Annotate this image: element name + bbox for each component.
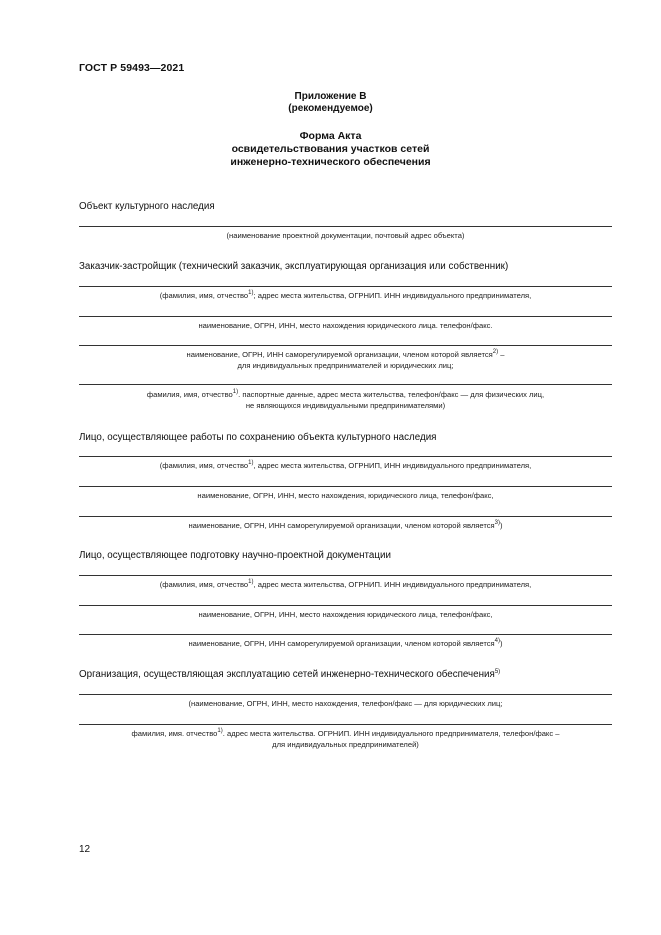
design-caption-1: (фамилия, имя, отчество$^{1)}$, адрес места жительства, ОГРНИП. ИНН индивидуального предпринимателя, bbox=[159, 579, 532, 589]
customer-field-2[interactable] bbox=[79, 316, 612, 317]
object-heading: Объект культурного наследия bbox=[79, 201, 215, 212]
customer-caption-2: наименование, ОГРН, ИНН, место нахождения юридического лица. телефон/факс. bbox=[198, 321, 493, 330]
preservation-caption-2: наименование, ОГРН, ИНН, место нахождения, юридического лица, телефон/факс, bbox=[197, 491, 494, 500]
annex-title: Приложение В bbox=[294, 91, 367, 102]
operator-heading: Организация, осуществляющая эксплуатацию сетей инженерно-технического обеспечения$^{5)}$ bbox=[79, 669, 501, 680]
design-heading: Лицо, осуществляющее подготовку научно-проектной документации bbox=[79, 550, 391, 561]
form-title bbox=[0, 130, 661, 169]
customer-heading: Заказчик-застройщик (технический заказчик, эксплуатирующая организация или собственник) bbox=[79, 261, 509, 272]
operator-caption-1: (наименование, ОГРН, ИНН, место нахождения, телефон/факс — для юридических лиц; bbox=[188, 699, 503, 708]
document-id: ГОСТ Р 59493—2021 bbox=[79, 62, 185, 74]
form-title-line2: освидетельствования участков сетей bbox=[231, 143, 430, 155]
preservation-caption-3: наименование, ОГРН, ИНН саморегулируемой организации, членом которой является$^{3)}$) bbox=[188, 520, 503, 530]
form-title-line1: Форма Акта bbox=[299, 130, 362, 142]
annex-status: (рекомендуемое) bbox=[288, 103, 373, 114]
customer-caption-3: наименование, ОГРН, ИНН саморегулируемой организации, членом которой является$^{2)}$ – для индивидуальных предпринимателей и юридических лиц; bbox=[186, 349, 505, 370]
design-field-2[interactable] bbox=[79, 605, 612, 606]
customer-field-3[interactable] bbox=[79, 345, 612, 346]
preservation-field-3[interactable] bbox=[79, 516, 612, 517]
customer-field-4[interactable] bbox=[79, 384, 612, 385]
preservation-field-2[interactable] bbox=[79, 486, 612, 487]
operator-caption-2: фамилия, имя. отчество$^{1)}$. адрес места жительства. ОГРНИП. ИНН индивидуального предпринимателя, телефон/факс – для индивидуальных предпринимателей) bbox=[131, 728, 560, 749]
customer-field-1[interactable] bbox=[79, 286, 612, 287]
design-field-3[interactable] bbox=[79, 634, 612, 635]
operator-field-1[interactable] bbox=[79, 694, 612, 695]
form-title-line3: инженерно-технического обеспечения bbox=[230, 156, 431, 168]
object-field[interactable] bbox=[79, 226, 612, 227]
preservation-field-1[interactable] bbox=[79, 456, 612, 457]
page-number: 12 bbox=[79, 844, 91, 855]
object-caption: (наименование проектной документации, почтовый адрес объекта) bbox=[226, 231, 465, 240]
operator-field-2[interactable] bbox=[79, 724, 612, 725]
design-field-1[interactable] bbox=[79, 575, 612, 576]
customer-caption-1: (фамилия, имя, отчество$^{1)}$; адрес места жительства, ОГРНИП. ИНН индивидуального предпринимателя, bbox=[159, 290, 532, 300]
design-caption-2: наименование, ОГРН, ИНН, место нахождения юридического лица, телефон/факс, bbox=[198, 610, 493, 619]
design-caption-3: наименование, ОГРН, ИНН саморегулируемой организации, членом которой является$^{4)}$) bbox=[188, 638, 503, 648]
preservation-caption-1: (фамилия, имя, отчество$^{1)}$, адрес места жительства, ОГРНИП, ИНН индивидуального предпринимателя, bbox=[159, 460, 532, 470]
preservation-heading: Лицо, осуществляющее работы по сохранению объекта культурного наследия bbox=[79, 432, 437, 443]
customer-caption-4: фамилия, имя, отчество$^{1)}$. паспортные данные, адрес места жительства, телефон/факс — для физических лиц, не являющихся индивидуальными предпринимателями) bbox=[146, 389, 545, 410]
annex-heading bbox=[0, 91, 661, 115]
